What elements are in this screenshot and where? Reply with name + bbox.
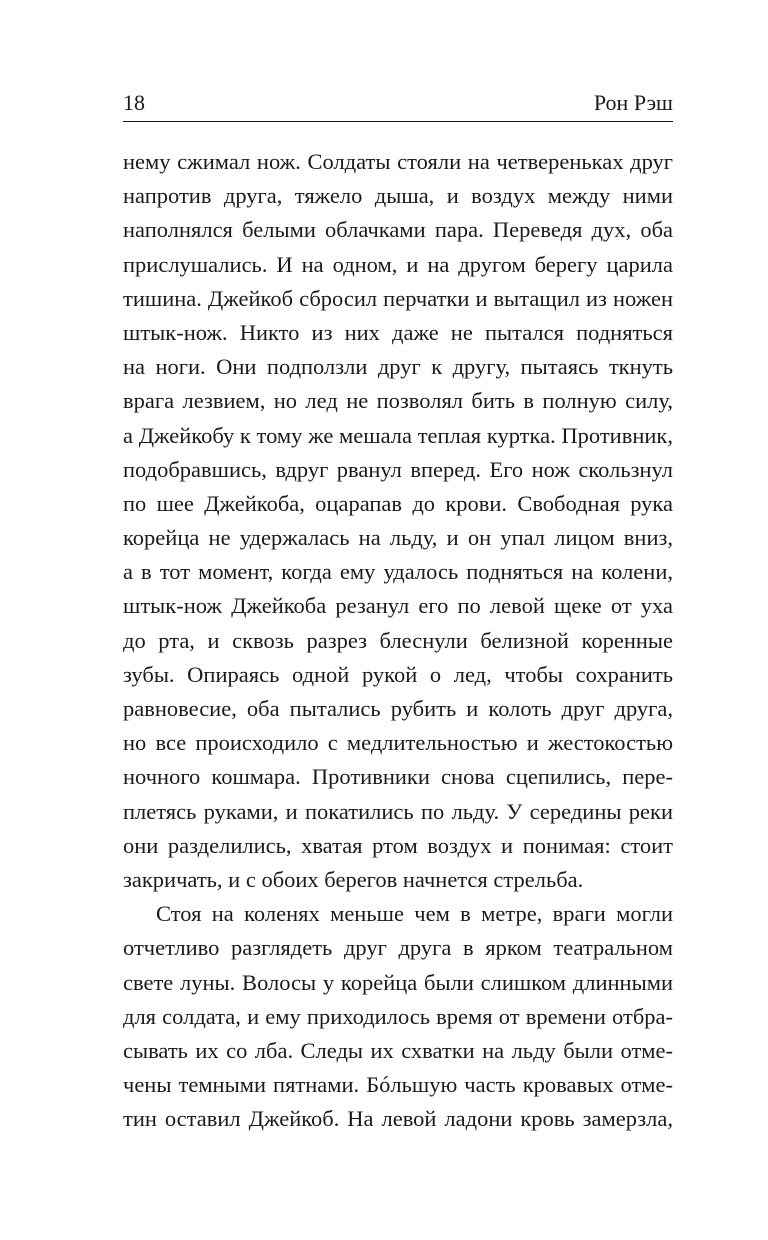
text-line: свете луны. Волосы у корейца были слишком длинными	[123, 969, 673, 995]
running-header	[123, 88, 673, 118]
text-line: плетясь руками, и покатились по льду. У середины реки	[123, 798, 673, 824]
text-line: тин оставил Джейкоб. На левой ладони кровь замерзла,	[123, 1106, 673, 1132]
page-number: 18	[123, 90, 145, 115]
text-line: ночного кошмара. Противники снова сцепились, пере-	[123, 764, 673, 790]
text-line: но все происходило с медлительностью и жестокостью	[123, 730, 673, 756]
running-header-author: Рон Рэш	[593, 90, 673, 115]
text-line: тишина. Джейкоб сбросил перчатки и вытащил из ножен	[123, 285, 673, 311]
body-text	[123, 145, 673, 1136]
text-line: по шее Джейкоба, оцарапав до крови. Свободная рука	[123, 490, 673, 516]
text-line: штык-нож. Никто из них даже не пытался подняться	[123, 319, 673, 345]
text-line: сывать их со лба. Следы их схватки на льду были отме-	[123, 1037, 673, 1063]
text-line: а Джейкобу к тому же мешала теплая куртка. Противник,	[123, 422, 673, 448]
text-line: для солдата, и ему приходилось время от времени отбра-	[123, 1003, 673, 1029]
paragraph-first-line: Стоя на коленях меньше чем в метре, враги могли	[156, 901, 673, 927]
text-line: зубы. Опираясь одной рукой о лед, чтобы сохранить	[123, 661, 673, 687]
text-line: отчетливо разглядеть друг друга в ярком театральном	[123, 935, 673, 961]
text-line: на ноги. Они подползли друг к другу, пытаясь ткнуть	[123, 354, 673, 380]
header-rule	[123, 121, 673, 122]
text-line: прислушались. И на одном, и на другом берегу царила	[123, 251, 673, 277]
text-line: корейца не удержалась на льду, и он упал лицом вниз,	[123, 525, 673, 551]
text-line: наполнялся белыми облачками пара. Переведя дух, оба	[123, 217, 673, 243]
text-line: нему сжимал нож. Солдаты стояли на четвереньках друг	[123, 149, 673, 174]
text-line: а в тот момент, когда ему удалось подняться на колени,	[123, 559, 673, 585]
text-line: они разделились, хватая ртом воздух и понимая: стоит	[123, 832, 673, 858]
text-line: штык-нож Джейкоба резанул его по левой щеке от уха	[123, 593, 673, 619]
text-line: равновесие, оба пытались рубить и колоть друг друга,	[123, 696, 673, 721]
text-line: чены темными пятнами. Бóльшую часть кровавых отме-	[123, 1072, 673, 1098]
text-line: напротив друга, тяжело дыша, и воздух между ними	[123, 183, 673, 209]
text-line: подобравшись, вдруг рванул вперед. Его нож скользнул	[123, 456, 673, 482]
text-line: до рта, и сквозь разрез блеснули белизной коренные	[123, 627, 673, 653]
text-line: врага лезвием, но лед не позволял бить в полную силу,	[123, 388, 673, 414]
paragraph-last-line: закричать, и с обоих берегов начнется стрельба.	[123, 866, 584, 892]
